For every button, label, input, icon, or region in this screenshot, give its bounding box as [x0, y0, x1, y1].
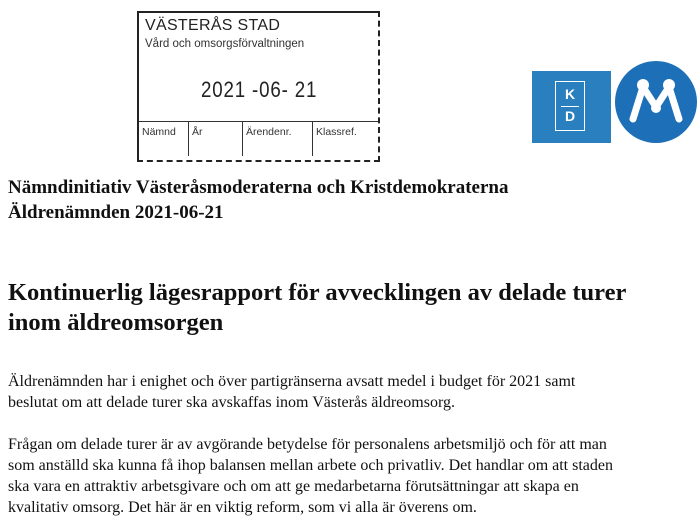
paragraph-2 — [8, 434, 698, 518]
title-line-1: Kontinuerlig lägesrapport för avvecklingen av delade turer — [8, 279, 627, 306]
kd-logo-d: D — [564, 108, 576, 124]
paragraph-line: Äldrenämnden har i enighet och över partigränserna avsatt medel i budget för 2021 samt — [8, 373, 576, 390]
paragraph-1 — [8, 371, 698, 413]
kd-logo — [532, 71, 611, 143]
stamp-field-namnd: Nämnd — [139, 122, 189, 156]
paragraph-line: beslutat om att delade turer ska avskaffas inom Västerås äldreomsorg. — [8, 394, 455, 411]
stamp-date: 2021 -06- 21 — [201, 77, 318, 102]
title-line-2: inom äldreomsorgen — [8, 309, 224, 336]
document-title — [8, 278, 698, 338]
paragraph-line: kvalitativ omsorg. Det här är en viktig reform, som vi alla är överens om. — [8, 499, 477, 516]
header-line-1: Nämndinitiativ Västeråsmoderaterna och Kristdemokraterna — [8, 177, 509, 198]
kd-logo-frame — [555, 81, 585, 131]
paragraph-line: som anställd ska kunna få ihop balansen mellan arbete och privatliv. Det handlar om att staden — [8, 457, 613, 474]
stamp-fields — [139, 121, 378, 156]
document-header — [8, 175, 508, 225]
paragraph-line: ska vara en attraktiv arbetsgivare och om att ge medarbetarna förutsättningar att skapa en — [8, 478, 579, 495]
stamp-subtitle: Vård och omsorgsförvaltningen — [145, 38, 305, 50]
registration-stamp — [137, 11, 380, 162]
moderaterna-logo — [615, 61, 697, 143]
header-line-2: Äldrenämnden 2021-06-21 — [8, 202, 224, 223]
stamp-field-arendenr: Ärendenr. — [243, 122, 313, 156]
stamp-title: VÄSTERÅS STAD — [145, 17, 281, 34]
paragraph-line: Frågan om delade turer är av avgörande betydelse för personalens arbetsmiljö och för att man — [8, 436, 607, 453]
kd-logo-bar — [561, 106, 579, 107]
stamp-field-klassref: Klassref. — [316, 126, 357, 138]
stamp-field-ar: År — [189, 122, 243, 156]
kd-logo-k: K — [564, 86, 576, 102]
